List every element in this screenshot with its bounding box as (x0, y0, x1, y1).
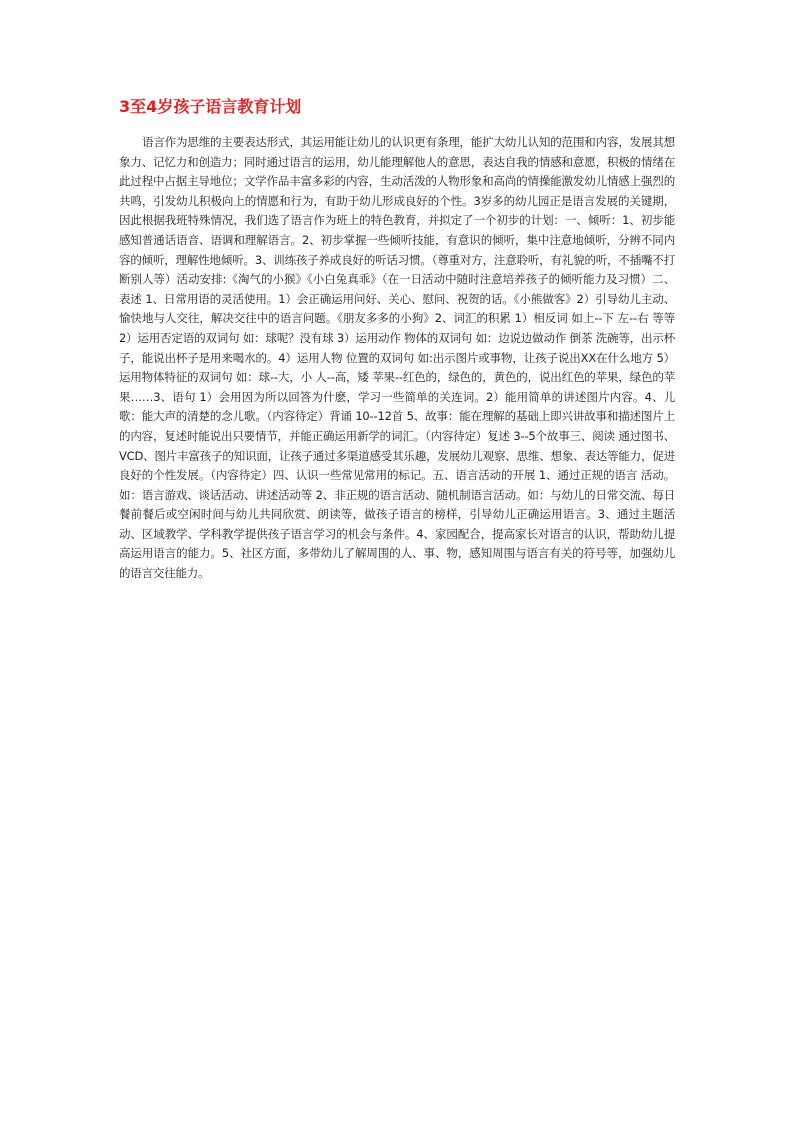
document-title: 3至4岁孩子语言教育计划 (119, 97, 302, 116)
document-body-paragraph: 语言作为思维的主要表达形式，其运用能让幼儿的认识更有条理，能扩大幼儿认知的范围和内容，发展其想象力、记忆力和创造力；同时通过语言的运用，幼儿能理解他人的意思，表达自我的情感和意愿，积极的情绪在此过程中占据主导地位；文学作品丰富多彩的内容，生动活泼的人物形象和高尚的情操能激发幼儿情感上强烈的共鸣，引发幼儿积极向上的情愿和行为，有助于幼儿形成良好的个性。3岁多的幼儿园正是语言发展的关键期，因此根据我班特殊情况，我们选了语言作为班上的特色教育，并拟定了一个初步的计划：一、倾听：1、初步能感知普通话语音、语调和理解语言。2、初步掌握一些倾听技能，有意识的倾听，集中注意地倾听，分辨不同内容的倾听，理解性地倾听。3、训练孩子养成良好的听话习惯。（尊重对方，注意聆听，有礼貌的听，不插嘴不打断别人等）活动安排:《淘气的小猴》《小白兔真乖》（在一日活动中随时注意培养孩子的倾听能力及习惯）二、表述 1、日常用语的灵活使用。1）会正确运用问好、关心、慰问、祝贺的话。《小熊做客》2）引导幼儿主动、愉快地与人交往，解决交往中的语言问题。《朋友多多的小狗》2、词汇的积累 1）相反词 如上--下 左--右 等等 2）运用否定语的双词句 如：球呢？没有球 3）运用动作 物体的双词句 如：边说边做动作 倒茶 洗碗等，出示杯子，能说出杯子是用来喝水的。4）运用人物 位置的双词句 如:出示图片或事物，让孩子说出XX在什么地方 5）运用物体特征的双词句 如：球--大，小 人--高，矮 苹果--红色的，绿色的，黄色的，说出红色的苹果，绿色的苹果……3、语句 1）会用因为所以回答为什麽，学习一些简单的关连词。2）能用简单的讲述图片内容。4、儿歌：能大声的清楚的念儿歌。（内容待定）背诵 10--12首 5、故事：能在理解的基础上即兴讲故事和描述图片上的内容，复述时能说出只要情节，并能正确运用新学的词汇。（内容待定）复述 3--5个故事三、阅读 通过图书、VCD、图片丰富孩子的知识面，让孩子通过多渠道感受其乐趣，发展幼儿观察、思维、想象、表达等能力，促进良好的个性发展。（内容待定）四、认识一些常见常用的标记。五、语言活动的开展 1、通过正规的语言 活动。如：语言游戏、谈话活动、讲述活动等 2、非正规的语言活动、随机制语言活动。如：与幼儿的日常交流、每日餐前餐后或空闲时间与幼儿共同欣赏、朗读等，做孩子语言的榜样，引导幼儿正确运用语言。3、通过主题活动、区域教学、学科教学提供孩子语言学习的机会与条件。4、家园配合，提高家长对语言的认识，帮助幼儿提高运用语言的能力。5、社区方面，多带幼儿了解周围的人、事、物，感知周围与语言有关的符号等，加强幼儿的语言交往能力。 (119, 135, 675, 581)
